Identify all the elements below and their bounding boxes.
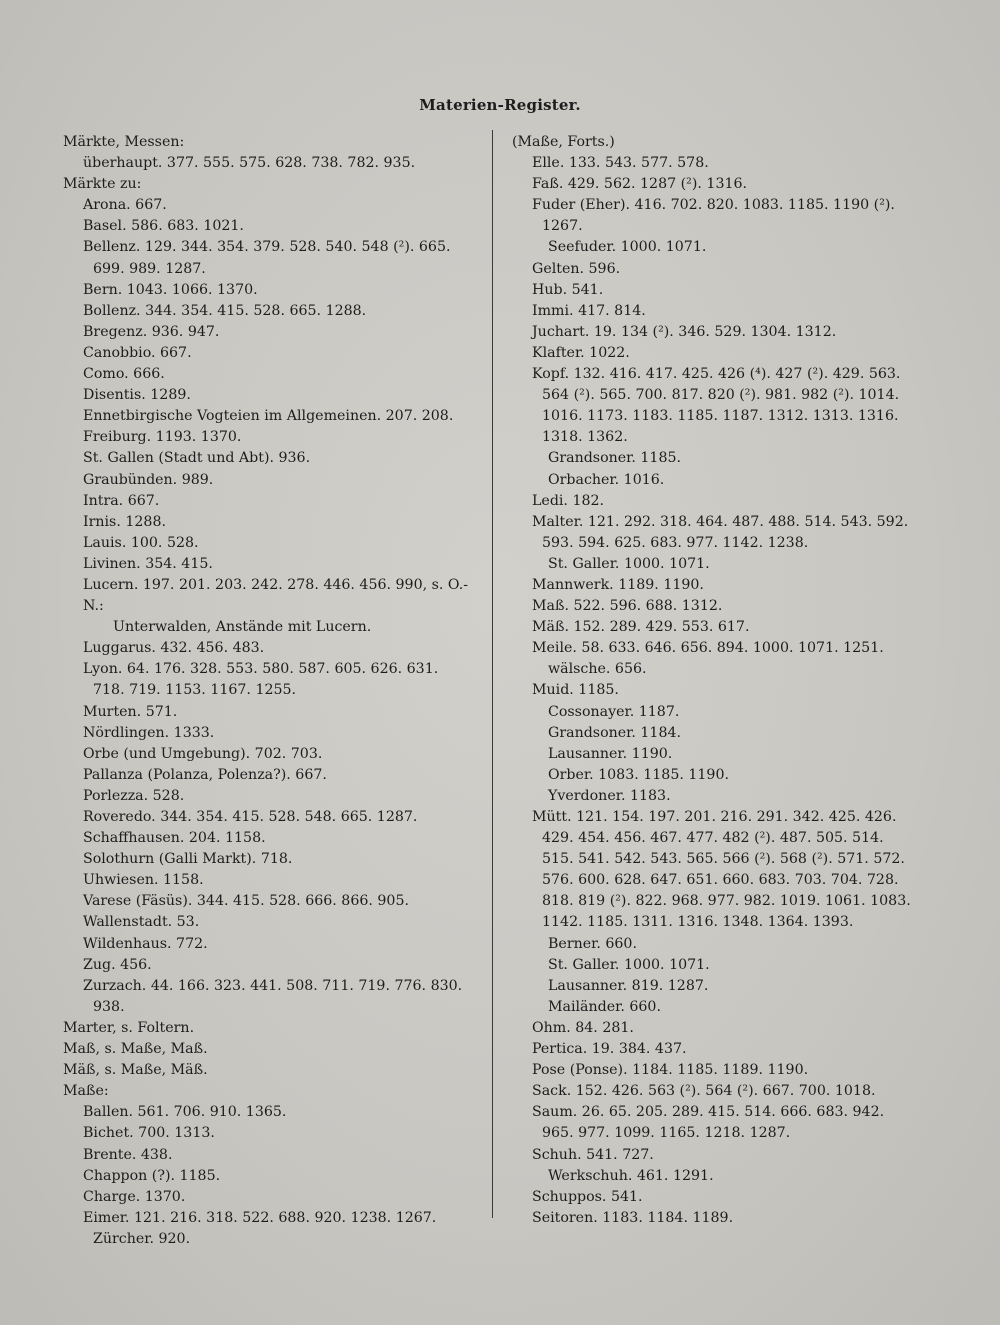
index-entry: Mannwerk. 1189. 1190. bbox=[532, 576, 704, 593]
index-entry: St. Gallen (Stadt und Abt). 936. bbox=[83, 450, 311, 467]
index-entry: Sack. 152. 426. 563 (²). 564 (²). 667. 700. 1018. bbox=[532, 1083, 876, 1100]
index-entry: Luggarus. 432. 456. 483. bbox=[83, 640, 265, 657]
index-entry: Faß. 429. 562. 1287 (²). 1316. bbox=[532, 176, 748, 193]
index-entry: Fuder (Eher). 416. 702. 820. 1083. 1185. 1190 (²). bbox=[532, 197, 895, 214]
index-entry: Brente. 438. bbox=[83, 1146, 173, 1163]
index-entry: Lausanner. 819. 1287. bbox=[548, 977, 709, 994]
index-entry: Maß. 522. 596. 688. 1312. bbox=[532, 598, 723, 615]
index-entry: Orbacher. 1016. bbox=[548, 471, 665, 488]
index-entry: Seitoren. 1183. 1184. 1189. bbox=[532, 1209, 734, 1226]
index-entry: Yverdoner. 1183. bbox=[548, 787, 671, 804]
index-entry: Marter, s. Foltern. bbox=[63, 1019, 195, 1036]
index-entry: 515. 541. 542. 543. 565. 566 (²). 568 (²). 571. 572. bbox=[542, 851, 905, 868]
index-entry: Nördlingen. 1333. bbox=[83, 724, 215, 741]
index-entry: Zürcher. 920. bbox=[93, 1230, 191, 1247]
index-entry: Wildenhaus. 772. bbox=[83, 935, 208, 952]
left-column bbox=[63, 132, 488, 1250]
index-entry: Arona. 667. bbox=[83, 197, 167, 214]
index-entry: wälsche. 656. bbox=[548, 661, 647, 678]
index-entry: Gelten. 596. bbox=[532, 260, 621, 277]
index-entry: überhaupt. 377. 555. 575. 628. 738. 782. 935. bbox=[83, 155, 416, 172]
index-entry: Saum. 26. 65. 205. 289. 415. 514. 666. 683. 942. bbox=[532, 1104, 885, 1121]
index-entry: Cossonayer. 1187. bbox=[548, 703, 680, 720]
index-entry: Zug. 456. bbox=[83, 956, 152, 973]
index-entry: Bollenz. 344. 354. 415. 528. 665. 1288. bbox=[83, 302, 367, 319]
index-entry: Mäß. 152. 289. 429. 553. 617. bbox=[532, 619, 750, 636]
index-entry: Lauis. 100. 528. bbox=[83, 534, 199, 551]
index-entry: 718. 719. 1153. 1167. 1255. bbox=[93, 682, 297, 699]
index-entry: Maße: bbox=[63, 1083, 109, 1100]
index-entry: Schaffhausen. 204. 1158. bbox=[83, 830, 266, 847]
index-entry: (Maße, Forts.) bbox=[512, 134, 615, 150]
index-entry: Wallenstadt. 53. bbox=[83, 914, 200, 931]
index-entry: Ledi. 182. bbox=[532, 492, 605, 509]
index-entry: Schuh. 541. 727. bbox=[532, 1146, 654, 1163]
index-entry: Eimer. 121. 216. 318. 522. 688. 920. 1238. 1267. bbox=[83, 1209, 437, 1226]
index-entry: 576. 600. 628. 647. 651. 660. 683. 703. 704. 728. bbox=[542, 872, 899, 889]
index-entry: Klafter. 1022. bbox=[532, 344, 630, 361]
index-entry: Märkte, Messen: bbox=[63, 134, 185, 150]
index-entry: Meile. 58. 633. 646. 656. 894. 1000. 1071. 1251. bbox=[532, 640, 884, 657]
index-entry: Pallanza (Polanza, Polenza?). 667. bbox=[83, 766, 327, 783]
index-entry: Maß, s. Maße, Maß. bbox=[63, 1041, 208, 1058]
index-entry: Bregenz. 936. 947. bbox=[83, 323, 220, 340]
index-entry: Irnis. 1288. bbox=[83, 513, 166, 530]
index-entry: Bellenz. 129. 344. 354. 379. 528. 540. 548 (²). 665. bbox=[83, 239, 451, 256]
index-entry: 429. 454. 456. 467. 477. 482 (²). 487. 505. 514. bbox=[542, 830, 884, 847]
index-entry: Grandsoner. 1184. bbox=[548, 724, 682, 741]
index-entry: Mütt. 121. 154. 197. 201. 216. 291. 342. 425. 426. bbox=[532, 809, 897, 825]
index-entry: Elle. 133. 543. 577. 578. bbox=[532, 155, 709, 172]
index-entry: Malter. 121. 292. 318. 464. 487. 488. 514. 543. 592. bbox=[532, 513, 909, 530]
index-entry: Pose (Ponse). 1184. 1185. 1189. 1190. bbox=[532, 1062, 809, 1079]
right-column bbox=[512, 132, 942, 1229]
index-entry: Murten. 571. bbox=[83, 703, 178, 720]
index-entry: Seefuder. 1000. 1071. bbox=[548, 239, 707, 256]
index-entry: Werkschuh. 461. 1291. bbox=[548, 1167, 714, 1184]
index-entry: Immi. 417. 814. bbox=[532, 302, 646, 319]
index-entry: Roveredo. 344. 354. 415. 528. 548. 665. 1287. bbox=[83, 809, 418, 825]
index-entry: 1318. 1362. bbox=[542, 429, 628, 446]
index-entry: Freiburg. 1193. 1370. bbox=[83, 429, 242, 446]
index-entry: 1016. 1173. 1183. 1185. 1187. 1312. 1313. 1316. bbox=[542, 408, 899, 425]
index-entry: Orbe (und Umgebung). 702. 703. bbox=[83, 745, 323, 762]
index-entry: Bern. 1043. 1066. 1370. bbox=[83, 281, 258, 298]
index-entry: Kopf. 132. 416. 417. 425. 426 (⁴). 427 (²). 429. 563. bbox=[532, 366, 901, 383]
index-entry: Ballen. 561. 706. 910. 1365. bbox=[83, 1104, 287, 1121]
index-entry: Unterwalden, Anstände mit Lucern. bbox=[113, 619, 372, 636]
index-entry: Canobbio. 667. bbox=[83, 344, 192, 361]
index-entry: Berner. 660. bbox=[548, 935, 637, 952]
index-entry: Graubünden. 989. bbox=[83, 471, 214, 488]
index-entry: Märkte zu: bbox=[63, 176, 142, 193]
index-entry: Ohm. 84. 281. bbox=[532, 1019, 634, 1036]
index-entry: Lucern. 197. 201. 203. 242. 278. 446. 456. 990, s. O.-N.: bbox=[83, 576, 469, 615]
index-entry: 593. 594. 625. 683. 977. 1142. 1238. bbox=[542, 534, 809, 551]
index-entry: Mäß, s. Maße, Mäß. bbox=[63, 1062, 208, 1079]
index-entry: 938. bbox=[93, 998, 125, 1015]
index-entry: Muid. 1185. bbox=[532, 682, 619, 699]
index-entry: Orber. 1083. 1185. 1190. bbox=[548, 766, 730, 783]
column-divider bbox=[492, 130, 493, 1218]
index-entry: Hub. 541. bbox=[532, 281, 604, 298]
index-entry: Bichet. 700. 1313. bbox=[83, 1125, 215, 1142]
index-entry: 564 (²). 565. 700. 817. 820 (²). 981. 982 (²). 1014. bbox=[542, 387, 900, 404]
index-entry: Grandsoner. 1185. bbox=[548, 450, 682, 467]
index-entry: 1267. bbox=[542, 218, 583, 235]
index-entry: St. Galler. 1000. 1071. bbox=[548, 555, 710, 572]
index-entry: Basel. 586. 683. 1021. bbox=[83, 218, 244, 235]
index-entry: Zurzach. 44. 166. 323. 441. 508. 711. 719. 776. 830. bbox=[83, 977, 463, 994]
index-entry: Como. 666. bbox=[83, 366, 165, 383]
index-entry: Varese (Fäsüs). 344. 415. 528. 666. 866. 905. bbox=[83, 893, 409, 910]
index-entry: Schuppos. 541. bbox=[532, 1188, 643, 1205]
index-entry: 818. 819 (²). 822. 968. 977. 982. 1019. 1061. 1083. bbox=[542, 893, 911, 910]
index-entry: Charge. 1370. bbox=[83, 1188, 186, 1205]
index-entry: Chappon (?). 1185. bbox=[83, 1167, 221, 1184]
index-entry: Ennetbirgische Vogteien im Allgemeinen. 207. 208. bbox=[83, 408, 454, 425]
index-entry: Porlezza. 528. bbox=[83, 787, 185, 804]
index-entry: Solothurn (Galli Markt). 718. bbox=[83, 851, 293, 868]
index-entry: Mailänder. 660. bbox=[548, 998, 661, 1015]
page-header: Materien-Register. bbox=[419, 96, 581, 114]
index-entry: Intra. 667. bbox=[83, 492, 160, 509]
index-entry: Lyon. 64. 176. 328. 553. 580. 587. 605. 626. 631. bbox=[83, 661, 439, 678]
index-entry: Juchart. 19. 134 (²). 346. 529. 1304. 1312. bbox=[532, 323, 837, 340]
index-entry: Livinen. 354. 415. bbox=[83, 555, 213, 572]
index-entry: 965. 977. 1099. 1165. 1218. 1287. bbox=[542, 1125, 791, 1142]
index-entry: 699. 989. 1287. bbox=[93, 260, 206, 277]
index-entry: 1142. 1185. 1311. 1316. 1348. 1364. 1393. bbox=[542, 914, 854, 931]
index-entry: Disentis. 1289. bbox=[83, 387, 191, 404]
index-entry: Pertica. 19. 384. 437. bbox=[532, 1041, 687, 1058]
index-entry: St. Galler. 1000. 1071. bbox=[548, 956, 710, 973]
index-entry: Lausanner. 1190. bbox=[548, 745, 673, 762]
index-entry: Uhwiesen. 1158. bbox=[83, 872, 204, 889]
